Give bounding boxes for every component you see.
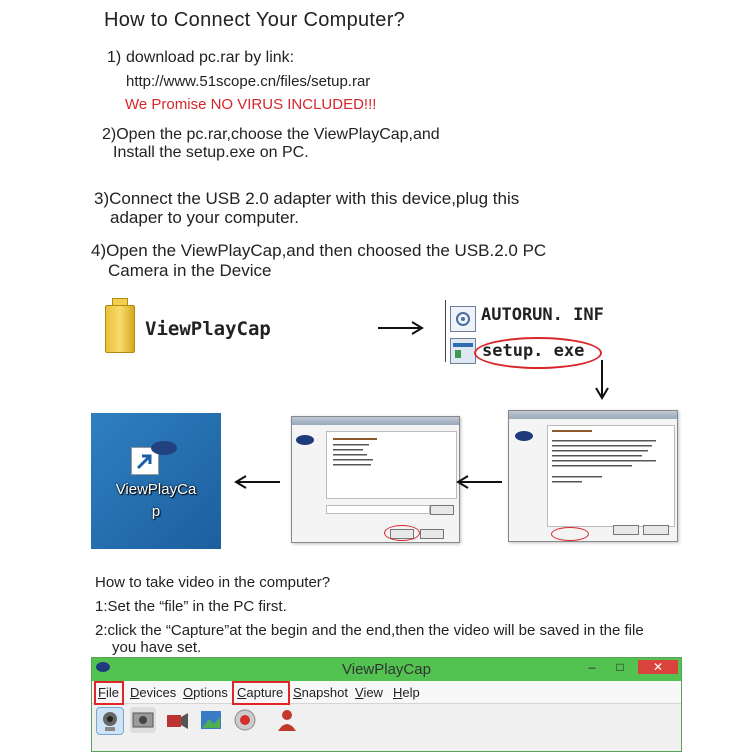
webcam-icon[interactable] <box>96 707 124 735</box>
toolbar <box>92 704 681 736</box>
left-arrow-icon <box>234 474 280 490</box>
close-button[interactable]: ✕ <box>638 660 678 674</box>
step3-line1: 3)Connect the USB 2.0 adapter with this device,plug this <box>94 189 520 208</box>
video-step1: 1:Set the “file” in the PC first. <box>95 598 287 615</box>
download-link[interactable]: http://www.51scope.cn/files/setup.rar <box>126 73 371 90</box>
menu-snapshot[interactable]: Snapshot <box>293 685 348 700</box>
menu-options[interactable]: Options <box>183 685 228 700</box>
capture-highlight-box <box>232 681 290 705</box>
step2-line2: Install the setup.exe on PC. <box>113 144 309 161</box>
cancel-button <box>420 529 444 539</box>
user-icon[interactable] <box>274 707 300 733</box>
installer-window-extract <box>291 416 460 543</box>
file-highlight-box <box>94 681 124 705</box>
minimize-button[interactable]: – <box>588 660 596 674</box>
desktop-label-line1: ViewPlayCa <box>115 481 197 498</box>
menu-help[interactable]: Help <box>393 685 420 700</box>
extract-highlight <box>384 525 420 541</box>
accept-button <box>613 525 639 535</box>
left-arrow-icon-2 <box>456 474 502 490</box>
viewplaycap-window <box>91 657 682 752</box>
folder-icon <box>105 305 135 353</box>
window-title: ViewPlayCap <box>342 661 431 678</box>
record-icon[interactable] <box>232 707 258 733</box>
video-step2-line1: 2:click the “Capture”at the begin and the end,then the video will be saved in the file <box>95 622 644 639</box>
down-arrow-icon <box>594 360 610 402</box>
right-arrow-icon <box>378 320 426 336</box>
setup-file[interactable]: setup. exe <box>482 341 585 361</box>
file-list-panel <box>326 431 457 499</box>
file-list-lines <box>329 434 449 490</box>
desktop-shortcut-tile[interactable] <box>91 413 221 549</box>
menu-capture[interactable]: Capture <box>237 685 284 700</box>
settings-file-icon <box>450 306 476 332</box>
decline-button <box>643 525 669 535</box>
browse-button <box>430 505 454 515</box>
menu-devices[interactable]: Devices <box>130 685 177 700</box>
folder-name: ViewPlayCap <box>145 318 271 340</box>
title-bar <box>92 658 681 681</box>
exe-file-icon <box>450 338 476 364</box>
photo-icon[interactable] <box>130 707 156 733</box>
accept-highlight <box>551 527 589 541</box>
installer-window-license <box>508 410 678 542</box>
projector-icon[interactable] <box>164 707 190 733</box>
destination-field <box>326 505 430 514</box>
no-virus-promise: We Promise NO VIRUS INCLUDED!!! <box>125 96 377 113</box>
video-heading: How to take video in the computer? <box>95 574 331 591</box>
divider <box>445 300 446 362</box>
highlight-circle <box>474 337 602 369</box>
step2-line1: 2)Open the pc.rar,choose the ViewPlayCap,and <box>102 126 440 143</box>
autorun-file: AUTORUN. INF <box>481 305 604 325</box>
desktop-label-line2: p <box>151 503 161 520</box>
step1-text: download pc.rar by link: <box>126 49 295 66</box>
page-title: How to Connect Your Computer? <box>104 9 406 31</box>
image-icon[interactable] <box>198 707 224 733</box>
logo-icon <box>151 441 177 455</box>
license-panel <box>547 425 675 527</box>
maximize-button[interactable]: □ <box>616 660 624 674</box>
step1-number: 1) <box>107 49 122 66</box>
menu-bar <box>92 681 681 704</box>
step3-line2: adaper to your computer. <box>110 208 300 227</box>
step4-line1: 4)Open the ViewPlayCap,and then choosed the USB.2.0 PC <box>91 241 547 260</box>
menu-file[interactable]: File <box>98 685 119 700</box>
menu-view[interactable]: View <box>355 685 383 700</box>
license-text-lines <box>550 428 668 518</box>
video-step2-line2: you have set. <box>112 639 202 656</box>
step4-line2: Camera in the Device <box>108 261 272 280</box>
